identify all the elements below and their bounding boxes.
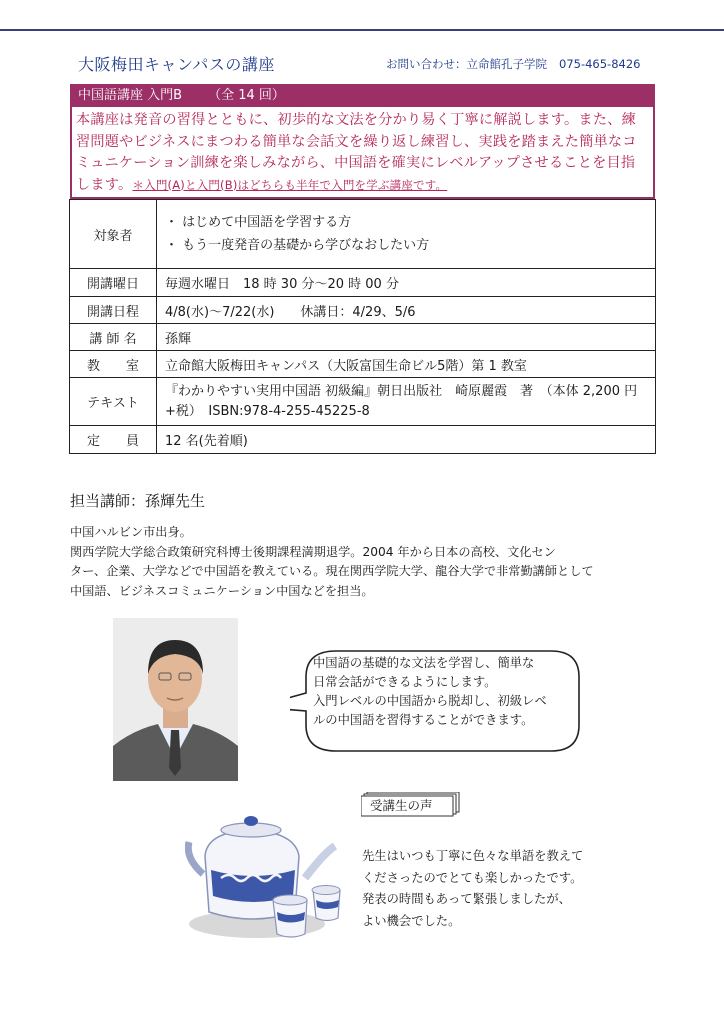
table-row bbox=[70, 200, 656, 269]
bio-line: 中国ハルビン市出身。 bbox=[70, 525, 192, 539]
contact-phone: 075-465-8426 bbox=[559, 57, 641, 71]
dates-label: 開講日程 bbox=[70, 297, 157, 324]
bubble-text bbox=[313, 654, 583, 730]
voice-line: くださったのでとても楽しかったです。 bbox=[362, 870, 583, 885]
text-value: 『わかりやすい実用中国語 初級編』朝日出版社 崎原麗霞 著 （本体 2,200 円+税） ISBN:978-4-255-45225-8 bbox=[157, 378, 656, 426]
bio-line: ター、企業、大学などで中国語を教えている。現在関西学院大学、龍谷大学で非常勤講師として bbox=[70, 564, 594, 578]
intro-text: 本講座は発音の習得とともに、初歩的な文法を分かり易く丁寧に解説します。また、練習問題やビジネスにまつわる簡単な会話文を繰り返し練習し、実践を踏まえた簡単なコミュニケーション訓練を楽しみながら、中国語を確実にレベルアップさせることを目指します。 bbox=[76, 112, 637, 193]
bubble-line: 入門レベルの中国語から脱却し、初級レベ bbox=[313, 694, 547, 708]
table-row bbox=[70, 378, 656, 426]
target-label: 対象者 bbox=[70, 200, 157, 269]
capacity-value: 12 名(先着順) bbox=[157, 426, 656, 454]
target-value bbox=[157, 200, 656, 269]
page-title: 大阪梅田キャンパスの講座 bbox=[78, 55, 275, 74]
instructor-value: 孫輝 bbox=[157, 324, 656, 351]
table-row bbox=[70, 297, 656, 324]
dates-value: 4/8(水)～7/22(水) 休講日：4/29、5/6 bbox=[157, 297, 656, 324]
bubble-line: 日常会話ができるようにします。 bbox=[313, 675, 497, 689]
course-name: 中国語講座 入門B bbox=[78, 88, 183, 103]
bio-line: 関西学院大学総合政策研究科博士後期課程満期退学。2004 年から日本の高校、文化セン bbox=[70, 544, 556, 559]
bubble-line: 中国語の基礎的な文法を学習し、簡単な bbox=[313, 656, 535, 670]
voice-line: 発表の時間もあって緊張しましたが、 bbox=[362, 892, 571, 907]
teapot-icon bbox=[185, 812, 345, 942]
day-value: 毎週水曜日 18 時 30 分～20 時 00 分 bbox=[157, 269, 656, 297]
target-item: ・ もう一度発音の基礎から学びなおしたい方 bbox=[165, 238, 430, 253]
course-intro bbox=[70, 107, 655, 199]
room-value: 立命館大阪梅田キャンパス（大阪富国生命ビル5階）第 1 教室 bbox=[157, 351, 656, 378]
voice-label: 受講生の声 bbox=[370, 798, 433, 813]
table-row bbox=[70, 426, 656, 454]
teacher-heading: 担当講師：孫輝先生 bbox=[70, 492, 206, 510]
voice-text bbox=[362, 846, 642, 933]
target-item: ・ はじめて中国語を学習する方 bbox=[165, 215, 352, 230]
teacher-photo bbox=[113, 618, 238, 781]
course-count: （全 14 回） bbox=[208, 88, 285, 103]
top-rule bbox=[0, 29, 724, 31]
bio-line: 中国語、ビジネスコミュニケーション中国などを担当。 bbox=[70, 583, 374, 598]
course-info-table bbox=[69, 199, 656, 454]
intro-note: ＊入門(A)と入門(B)はどちらも半年で入門を学ぶ講座です。 bbox=[132, 177, 448, 192]
instructor-label: 講 師 名 bbox=[70, 324, 157, 351]
capacity-label: 定 員 bbox=[70, 426, 157, 454]
bubble-line: ルの中国語を習得することができます。 bbox=[313, 713, 534, 727]
table-row bbox=[70, 269, 656, 297]
voice-line: 先生はいつも丁寧に色々な単語を教えて bbox=[362, 849, 584, 863]
course-title-bar bbox=[70, 84, 655, 107]
table-row bbox=[70, 324, 656, 351]
contact-label: お問い合わせ：立命館孔子学院 bbox=[386, 57, 547, 71]
contact-info bbox=[386, 56, 640, 72]
text-label: テキスト bbox=[70, 378, 157, 426]
room-label: 教 室 bbox=[70, 351, 157, 378]
table-row bbox=[70, 351, 656, 378]
voice-line: よい機会でした。 bbox=[362, 914, 461, 929]
teacher-bio bbox=[70, 523, 670, 601]
day-label: 開講曜日 bbox=[70, 269, 157, 297]
